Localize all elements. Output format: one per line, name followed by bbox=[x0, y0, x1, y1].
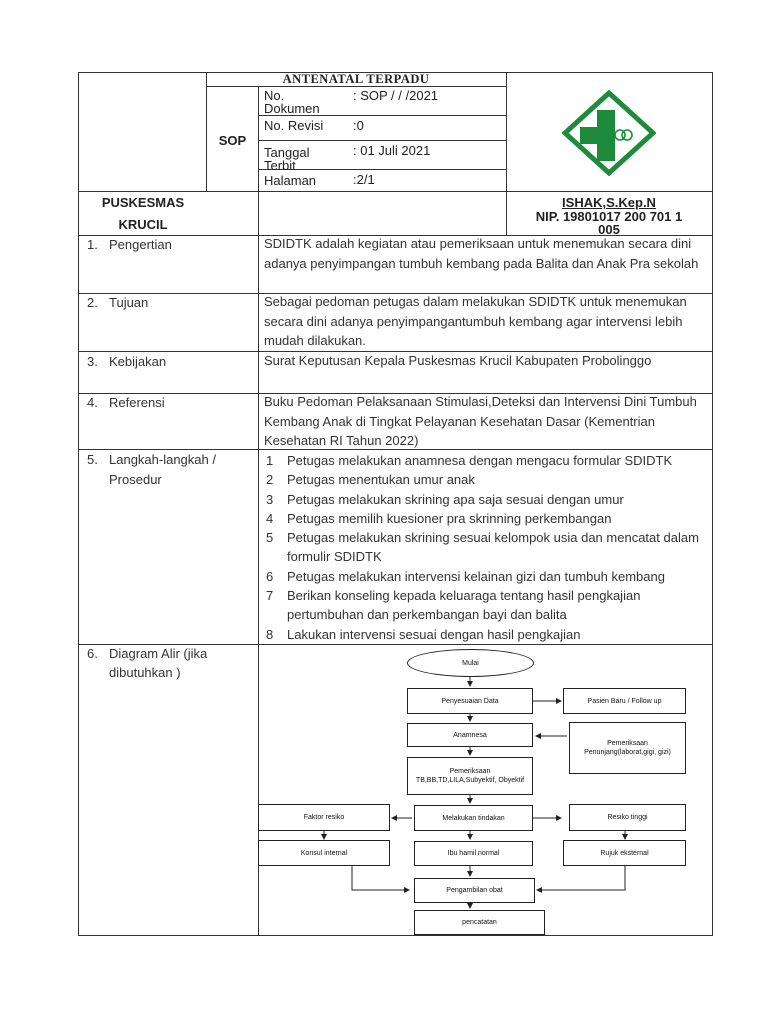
step-number: 7 bbox=[266, 588, 274, 604]
halaman-value: :2/1 bbox=[353, 172, 375, 187]
flow-box-melakukan-tindakan: Melakukan tindakan bbox=[414, 805, 533, 831]
no-revisi-value: :0 bbox=[353, 118, 364, 133]
org-name-line2: KRUCIL bbox=[118, 217, 168, 232]
step-text: Petugas melakukan intervensi kelainan gizi dan tumbuh kembang bbox=[287, 568, 665, 584]
section-num: 4. bbox=[87, 395, 98, 410]
step-text: Petugas melakukan anamnesa dengan mengacu formular SDIDTK bbox=[287, 453, 673, 468]
document-title: ANTENATAL TERPADU bbox=[282, 72, 430, 86]
section-label-tujuan: Tujuan bbox=[109, 295, 149, 310]
step-number: 5 bbox=[266, 530, 274, 546]
tanggal-value: : 01 Juli 2021 bbox=[353, 143, 431, 158]
step-text: Petugas melakukan skrining apa saja sesuai dengan umur bbox=[287, 491, 624, 507]
section-label-diagram: Diagram Alir (jika bbox=[109, 646, 208, 661]
section-num: 1. bbox=[87, 237, 98, 252]
signer-name: ISHAK,S.Kep.N bbox=[562, 195, 656, 210]
section-label-kebijakan: Kebijakan bbox=[109, 354, 167, 369]
no-dokumen-value: : SOP / / /2021 bbox=[353, 88, 439, 103]
sop-label: SOP bbox=[218, 133, 247, 148]
section-num: 5. bbox=[87, 452, 98, 467]
kebijakan-text: Surat Keputusan Kepala Puskesmas Krucil Kabupaten Probolinggo bbox=[264, 353, 652, 368]
referensi-text: Buku Pedoman Pelaksanaan Stimulasi,Deteksi dan Intervensi Dini Tumbuh Kembang Anak di Tingkat Pelayanan Kesehatan Dasar (Kementrian Kesehatan RI Tahun 2022) bbox=[264, 394, 697, 448]
step-number: 1 bbox=[266, 453, 274, 468]
flow-box-faktor-resiko: Faktor resiko bbox=[258, 804, 390, 831]
flow-box-penunjang: Pemeriksaan Penunjang(laborat,gigi, gizi) bbox=[569, 722, 686, 774]
step-text: Lakukan intervensi sesuai dengan hasil pengkajian bbox=[287, 626, 581, 642]
no-revisi-label: No. Revisi bbox=[264, 118, 324, 133]
flow-arrow bbox=[352, 866, 409, 890]
section-label-referensi: Referensi bbox=[109, 395, 165, 410]
signer-nip-line1: NIP. 19801017 200 701 1 bbox=[535, 209, 683, 224]
section-label-diagram-l2: dibutuhkan ) bbox=[109, 665, 181, 680]
section-label-langkah: Langkah-langkah / bbox=[109, 452, 216, 467]
no-dokumen-label-l1: No. bbox=[264, 88, 285, 103]
flow-box-rujuk-eksternal: Rujuk eksternal bbox=[563, 840, 686, 866]
step-text: Petugas melakukan skrining sesuai kelompok usia dan mencatat dalam formulir SDIDTK bbox=[287, 530, 699, 565]
step-text: Petugas memilih kuesioner pra skrinning perkembangan bbox=[287, 510, 612, 526]
section-num: 3. bbox=[87, 354, 98, 369]
halaman-label: Halaman bbox=[264, 173, 317, 188]
org-name-line1: PUSKESMAS bbox=[101, 195, 185, 210]
flow-box-resiko-tinggi: Resiko tinggi bbox=[569, 804, 686, 831]
tanggal-label-l1: Tanggal bbox=[264, 145, 310, 160]
step-number: 3 bbox=[266, 491, 274, 507]
flow-box-pemeriksaan: Pemeriksaan TB,BB,TD,LILA,Subyektif, Obyektif bbox=[407, 757, 533, 795]
step-number: 8 bbox=[266, 626, 274, 642]
section-label-pengertian: Pengertian bbox=[109, 237, 172, 252]
flow-box-penyesuaian: Penyesuaian Data bbox=[407, 688, 533, 714]
step-number: 2 bbox=[266, 472, 274, 488]
step-number: 6 bbox=[266, 568, 274, 584]
section-label-prosedur: Prosedur bbox=[109, 472, 162, 487]
flow-box-pencatatan: pencatatan bbox=[414, 910, 545, 935]
step-text: Petugas menentukan umur anak bbox=[287, 472, 475, 488]
step-number: 4 bbox=[266, 510, 274, 526]
step-text: Berikan konseling kepada keluaraga tentang hasil pengkajian pertumbuhan dan perkembangan bayi dan balita bbox=[287, 588, 641, 623]
pengertian-text: SDIDTK adalah kegiatan atau pemeriksaan untuk menemukan secara dini adanya penyimpangan tumbuh kembang pada Balita dan Anak Pra sekolah bbox=[264, 236, 699, 271]
section-num: 6. bbox=[87, 646, 98, 661]
flow-box-pengambilan-obat: Pengambilan obat bbox=[414, 878, 535, 903]
flow-box-pasien: Pasien Baru / Follow up bbox=[563, 688, 686, 714]
flow-box-anamnesa: Anamnesa bbox=[407, 723, 533, 747]
flow-box-konsul-internal: Konsul internal bbox=[258, 840, 390, 866]
flow-start-mulai: Mulai bbox=[407, 649, 534, 677]
signer-nip-line2: 005 bbox=[598, 222, 620, 237]
section-num: 2. bbox=[87, 295, 98, 310]
flow-arrow bbox=[537, 866, 625, 890]
no-dokumen-label-l2: Dokumen bbox=[264, 101, 320, 116]
tanggal-label-l2: Terbit bbox=[264, 158, 296, 173]
tujuan-text: Sebagai pedoman petugas dalam melakukan SDIDTK untuk menemukan secara dini adanya penyimpangantumbuh kembang agar intervensi lebih mudah dilakukan. bbox=[264, 294, 687, 348]
flow-box-ibu-hamil: Ibu hamil normal bbox=[414, 841, 533, 866]
